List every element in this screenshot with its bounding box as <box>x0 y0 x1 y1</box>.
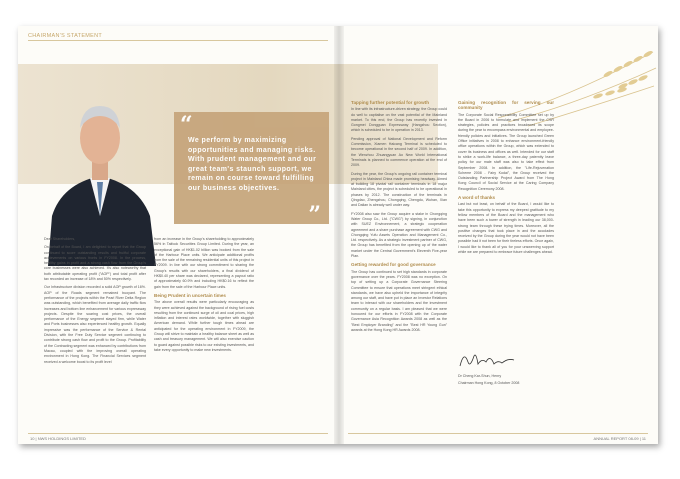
report-spread <box>18 26 658 444</box>
body-paragraph: The Group has continued to set high standards in corporate governance over the years. FY2008 was no exception. On top of setting up a Corporate Governance Steering Committee to ensure that operations meet stringent ethical standards, we have also upheld the importance of integrity among our staff, and have put in place an Investor Relations team to interact with our shareholders and the investment community on a regular basis. I am pleased that we were honoured for our efforts in FY2008 with the Corporate Governance Asia Recognition Awards 2008 as well as the "Best Employer Branding" and the "Best HR Young Gun" awards at the Hong Kong HR Awards 2008. <box>351 269 447 332</box>
right-column-1 <box>351 100 447 336</box>
signature-image <box>458 348 518 372</box>
body-paragraph: On behalf of the Board, I am delighted to report that the Group continued to score outstanding results and fruitful corporate achievements on various fronts in FY2008. In the process, healthy gains in profit and a strong cash flow from the Group's core businesses were also achieved. It's also noteworthy that both attributable operating profit ("AOP") and total profit after tax recorded an increase of 18% and 50% respectively. <box>44 245 146 282</box>
body-paragraph: During the year, the Group's ongoing rail container terminal project in Mainland China made promising headway. Aimed at building 18 pivotal rail container terminals in 18 major Mainland cities, the project is scheduled to be operational in phases by 2012. The construction of the terminals in Qingdao, Zhengzhou, Chongqing, Chengdu, Wuhan, Xian and Dalian is already well under way. <box>351 171 447 208</box>
body-paragraph: The above overall results were particularly encouraging as they were achieved against the background of rising fuel costs resulting from the continued surge of oil and coal prices, high inflation and interest rates worldwide, together with sluggish American demand. While further tough times ahead are anticipated for the operating environment in FY2009, the Group will strive to maintain a healthy balance sheet as well as cash and treasury management. We will also exercise caution to guard against possible risks to our existing investments, and take every opportunity to make new investments. <box>154 300 254 352</box>
signatory-name: Dr Cheng Kar-Shun, Henry <box>458 374 502 378</box>
section-heading: Being Prudent in uncertain times <box>154 292 226 298</box>
section-heading: A word of thanks <box>458 195 496 201</box>
signatory-title: Chairman Hong Kong, 8 October 2008 <box>458 381 520 385</box>
body-paragraph: FY2008 also saw the Group acquire a stake in Chongqing Water Group Co., Ltd. ("CWG") by signing, in conjunction with SUEZ Environnement, a strategic cooperation agreement and a share purchase agreement with CWG and Chongqing Yufu Assets Operation and Management Co., Ltd. respectively. As a strategic investment partner of CWG, the Group has benefited from the opening up of the water market under the Central Government's Eleventh Five-year Plan. <box>351 211 447 259</box>
footer-divider-left <box>28 433 328 434</box>
pull-quote <box>174 112 329 228</box>
section-heading: Getting rewarded for good governance <box>351 262 436 268</box>
body-paragraph: Pending approval of National Development and Reform Commission, Xiamen Haicang Terminal is scheduled to become operational in the second half of 2009. In addition, the Wenzhou Zhuangyuan Ao New World International Terminals is planned to commence operation at the end of 2009. <box>351 136 447 168</box>
left-column-1 <box>44 237 146 368</box>
section-heading: Tapping further potential for growth <box>351 100 429 105</box>
body-paragraph: The Corporate Social Responsibility Committee set up by the Board in 2006 to formulate and implement the CSR strategies, policies and practices broadened its scope during the year to encompass environmental and employee-friendly policies and initiatives. The Group launched Green Office initiatives in 2008 to enhance environment-friendly office operations within the Group, which was extended to cover its business and offices as well. Intended for our staff to strike a work-life balance, a three-day paternity leave policy for our male staff was also to take effect from September 2008. In addition, the "Life-Rejuvenation Scheme 2008 - Fairy Kodai", the Group received the Outstanding Partnership Project Award from The Hong Kong Council of Social Service at the Caring Company Recognition Ceremony 2008. <box>458 112 554 191</box>
body-paragraph: Our Infrastructure division recorded a solid AOP growth of 16%. AOP of the Roads segment remained buoyant. The performance of the projects within the Pearl River Delta Region was outstanding, which benefited from average daily traffic flow increases and bottom line enhancement for various expressway projects. Despite the soaring cost prices, the overall performance of the Energy segment stayed firm, while Water and Ports businesses also experienced healthy growth. Equally impressive was the performance of the Service & Rental Division, with the Free Duty Service segment continuing to contribute strong cash flow and profit to the Group. Profitability of the Contracting segment was enhanced by contributions from Macau, coupled with the improving overall operating environment in Hong Kong. The Financial Services segment received a welcome boost to its profit level <box>44 285 146 364</box>
body-paragraph: from an increase in the Group's shareholding to approximately 56% in Taifook Securities Group Limited. During the year, an exceptional gain of HK$1.02 billion was booked from the sale of the Harbour Place units. We anticipate additional profits from the sale of the remaining residential units of this project in FY2009. In line with our strong commitment to sharing the Group's results with our shareholders, a final dividend of HK$0.40 per share was declared, representing a payout ratio of approximately 60.9% and including HK$0.16 to reflect the gain from the sale of the Harbour Place units. <box>154 237 254 289</box>
header-divider <box>28 40 328 41</box>
quote-open-icon: “ <box>180 112 193 138</box>
pull-quote-text: We perform by maximizing opportunities and managing risks. With prudent management and our great team's staunch support, we remain on course toward fulfilling our business objectives. <box>188 137 317 192</box>
left-column-2 <box>154 237 254 356</box>
section-heading: Gaining recognition for serving our community <box>458 100 554 111</box>
body-paragraph: Dear Shareholders, <box>44 237 76 241</box>
quote-close-icon: ” <box>308 202 321 228</box>
section-label: CHAIRMAN'S STATEMENT <box>28 33 103 39</box>
page-gutter <box>334 26 344 444</box>
chairman-portrait <box>42 66 162 266</box>
body-paragraph: In line with its infrastructure-driven strategy, the Group could do well to capitalise on the vast potential of the Mainland market. To this end, the Group has recently invested in Gongmei Dongguan Expressway (Hangzhou Section), which is scheduled to be in operation in 2013. <box>351 107 447 133</box>
right-column-2 <box>458 100 554 258</box>
footer-right-page: ANNUAL REPORT 08-09 | 11 <box>593 436 646 441</box>
footer-left-page: 10 | NWS HOLDINGS LIMITED <box>30 436 86 441</box>
footer-divider-right <box>348 433 648 434</box>
body-paragraph: Last but not least, on behalf of the Board, I would like to take this opportunity to express my deepest gratitude to my fellow members of the Board and the management who have been such a tower of strength in leading our 38,000-strong team through these trying times. Moreover, all the positive changes that took place in and the accolades received by the Group during the year would not have been possible had it not been for their tireless efforts. Once again, I would like to thank all of you for your unswerving support while we are prepared to embrace future challenges ahead. <box>458 202 554 255</box>
